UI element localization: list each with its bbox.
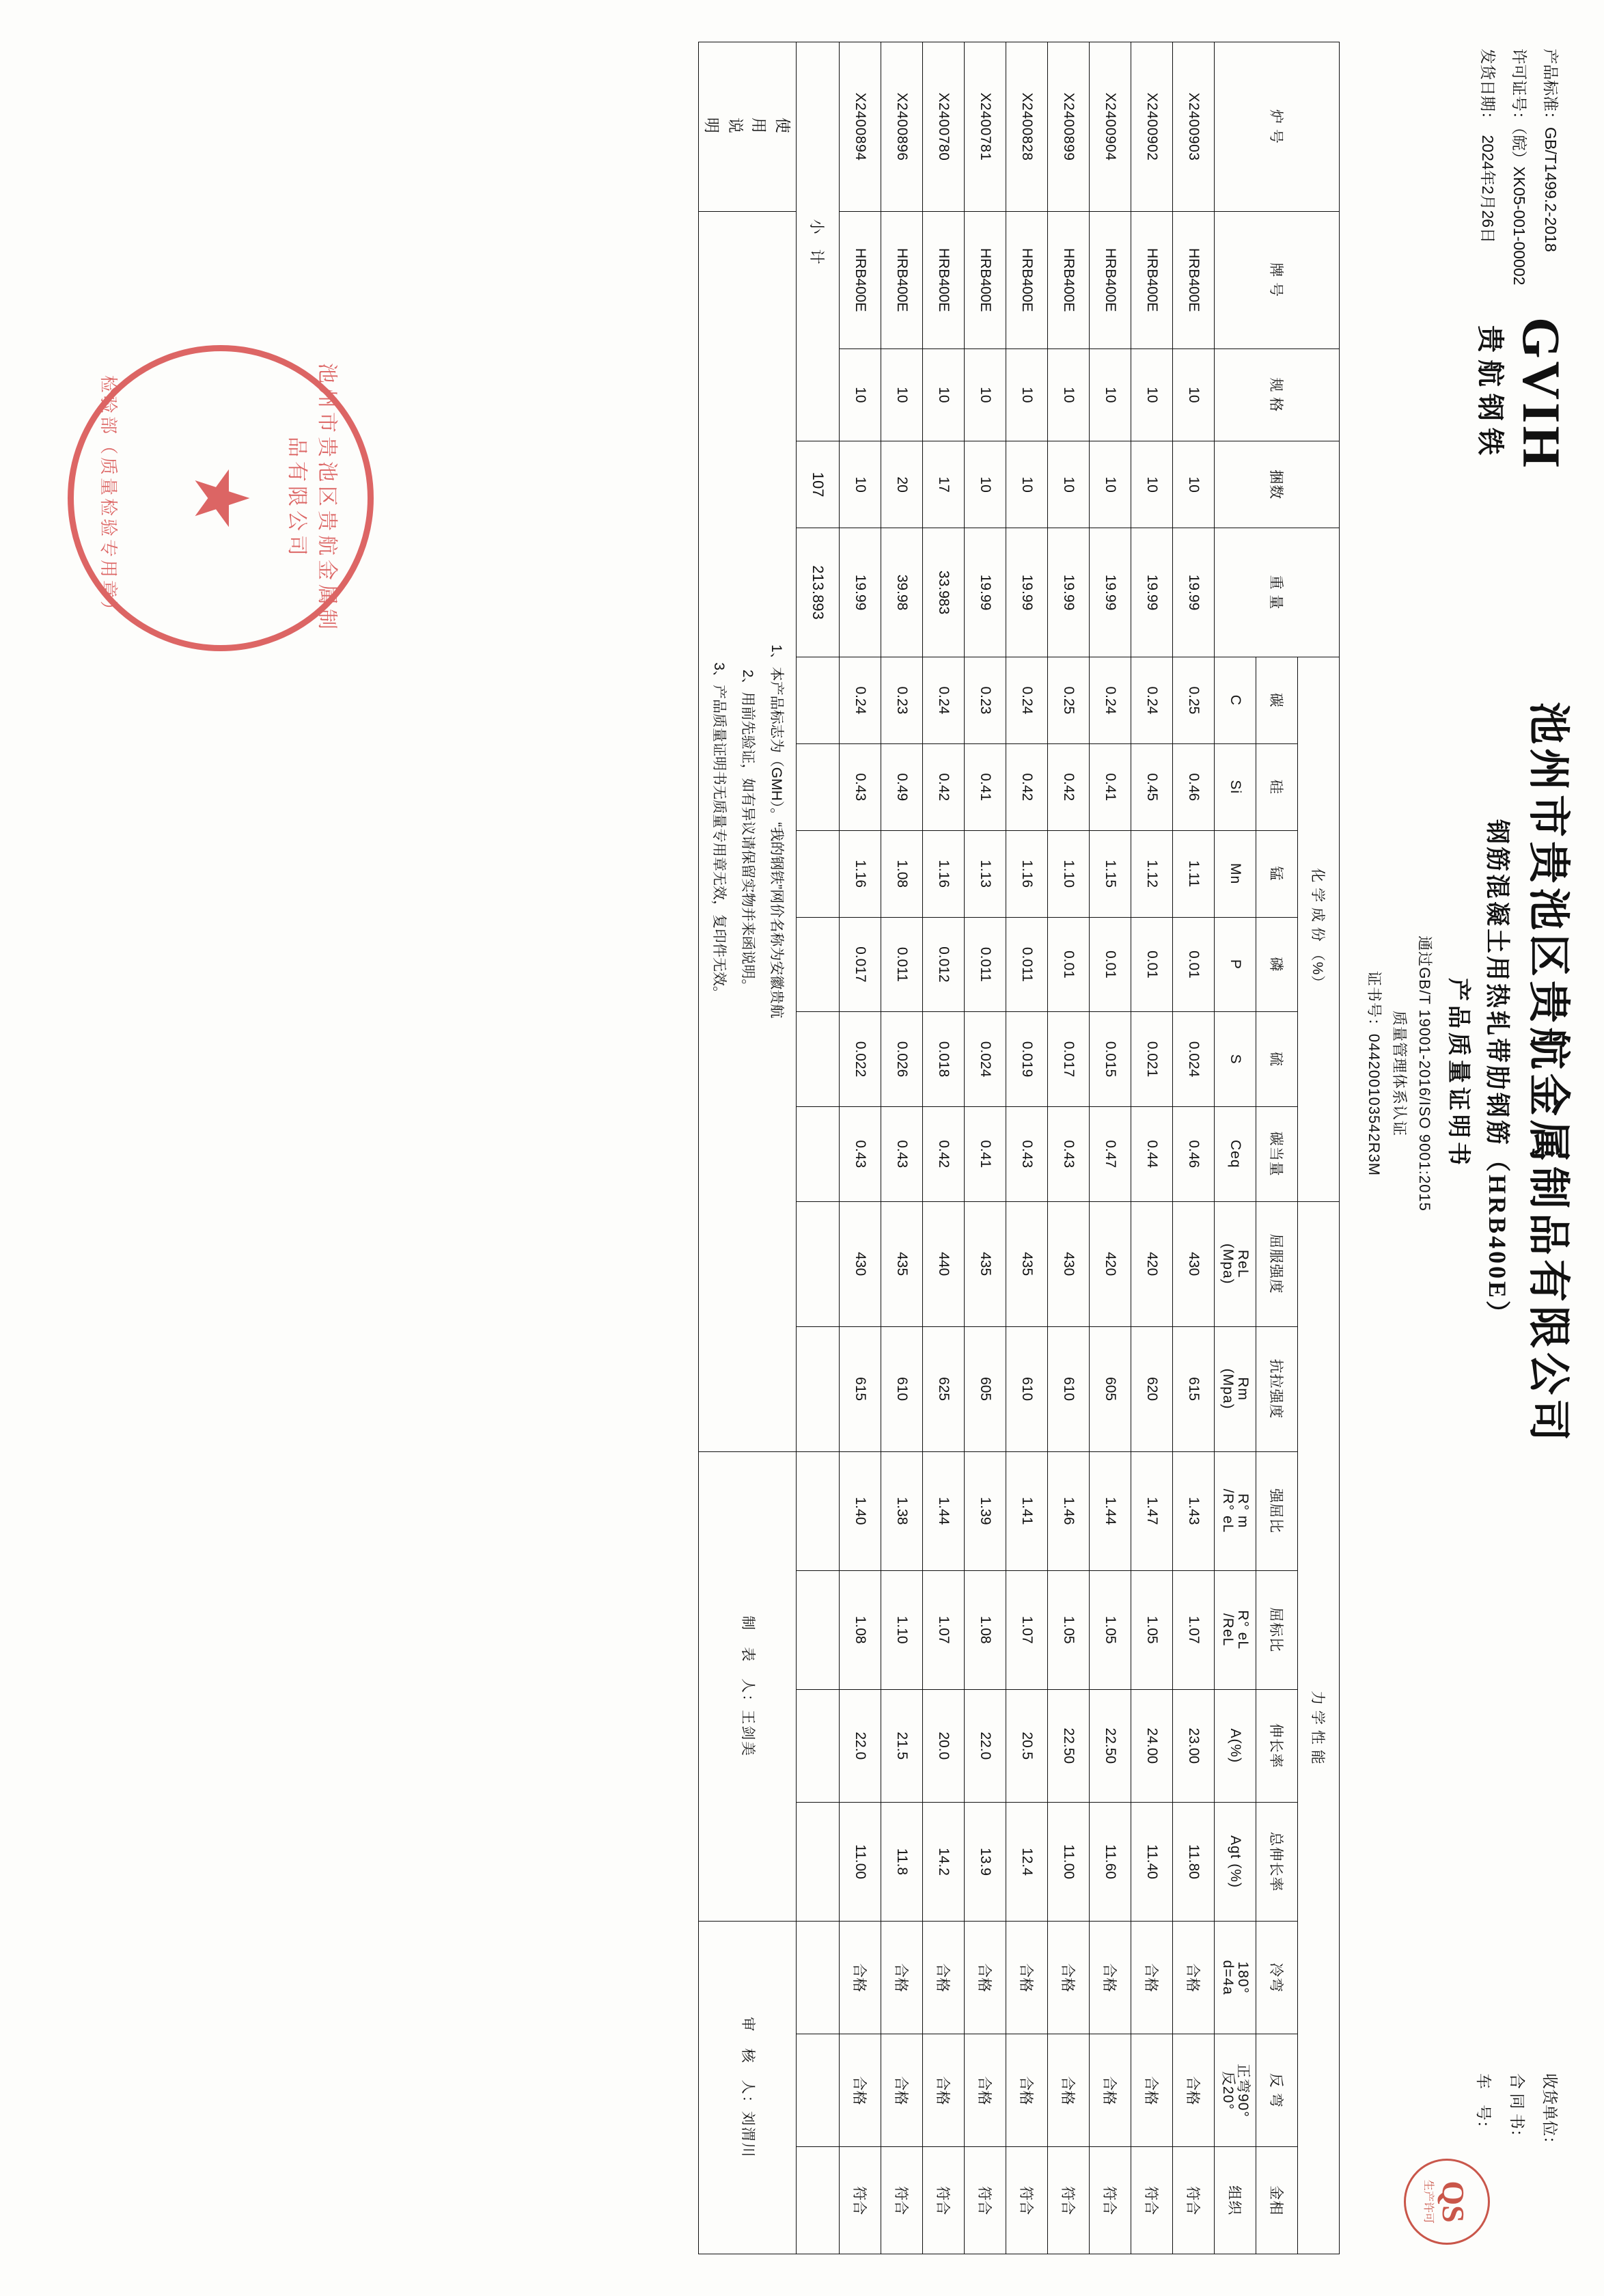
cell-ceq: 0.43 (1006, 1106, 1048, 1201)
product-subtitle: 钢筋混凝土用热轧带肋钢筋（HRB400E） (1483, 819, 1511, 1328)
cell-elong: 24.00 (1131, 1689, 1173, 1802)
cell-count: 10 (1048, 441, 1090, 528)
logo-mark-text: GVIH (1512, 316, 1571, 471)
cell-agt: 11.8 (881, 1802, 923, 1921)
cell-rel: 430 (840, 1201, 881, 1326)
cell-rel: 435 (1006, 1201, 1048, 1326)
cell-ceq: 0.43 (1048, 1106, 1090, 1201)
cell-rebend: 合格 (923, 2034, 965, 2147)
inspection-table (698, 42, 1340, 2254)
contract-field: 合 同 书： (1508, 2073, 1526, 2145)
production-permit-badge (1404, 2159, 1490, 2245)
cell-ratio1: 1.43 (1173, 1451, 1215, 1570)
cell-s: 0.017 (1048, 1012, 1090, 1107)
cell-rel: 420 (1090, 1201, 1131, 1326)
col-group-chemistry: 化 学 成 份 （%） (1298, 657, 1340, 1201)
cell-bend: 合格 (840, 1922, 881, 2034)
col-p-sym: P (1215, 917, 1256, 1012)
summary-blank-rm (797, 1326, 840, 1451)
cell-ratio1: 1.40 (840, 1451, 881, 1570)
cell-micro: 符合 (965, 2147, 1006, 2254)
cell-weight: 19.99 (1048, 528, 1090, 657)
col-spec: 规 格 (1215, 348, 1340, 441)
col-rm-cn: 抗拉强度 (1256, 1326, 1298, 1451)
col-elong-sym: A(%) (1215, 1689, 1256, 1802)
cell-heat: X2400781 (965, 42, 1006, 212)
col-s-cn: 硫 (1256, 1012, 1298, 1107)
table-row (840, 42, 881, 2254)
cell-ratio2: 1.08 (840, 1570, 881, 1689)
cell-elong: 22.0 (965, 1689, 1006, 1802)
col-rel-cn: 屈服强度 (1256, 1201, 1298, 1326)
col-agt-cn: 总伸长率 (1256, 1802, 1298, 1921)
permit-label: 生产许可 (1422, 2179, 1434, 2224)
col-grade: 牌 号 (1215, 211, 1340, 348)
cell-heat: X2400899 (1048, 42, 1090, 212)
cell-weight: 19.99 (965, 528, 1006, 657)
table-row (1131, 42, 1173, 2254)
cell-rm: 615 (840, 1326, 881, 1451)
cell-agt: 11.40 (1131, 1802, 1173, 1921)
cell-count: 17 (923, 441, 965, 528)
cell-mn: 1.13 (965, 830, 1006, 917)
summary-blank-ratio2 (797, 1570, 840, 1689)
cell-bend: 合格 (1131, 1922, 1173, 2034)
cell-agt: 13.9 (965, 1802, 1006, 1921)
cell-elong: 21.5 (881, 1689, 923, 1802)
cell-rebend: 合格 (1006, 2034, 1048, 2147)
cell-bend: 合格 (1090, 1922, 1131, 2034)
cell-p: 0.01 (1131, 917, 1173, 1012)
cell-grade: HRB400E (923, 211, 965, 348)
cell-c: 0.25 (1173, 657, 1215, 743)
cell-heat: X2400903 (1173, 42, 1215, 212)
cell-weight: 19.99 (1173, 528, 1215, 657)
cell-micro: 符合 (1090, 2147, 1131, 2254)
table-body (699, 42, 1215, 2254)
col-rebend-cn: 反 弯 (1256, 2034, 1298, 2147)
cell-bend: 合格 (923, 1922, 965, 2034)
table-row (923, 42, 965, 2254)
cell-ratio2: 1.05 (1090, 1570, 1131, 1689)
cell-spec: 10 (881, 348, 923, 441)
cell-rm: 610 (1048, 1326, 1090, 1451)
cell-count: 10 (1006, 441, 1048, 528)
table-row (1048, 42, 1090, 2254)
summary-blank-bend (797, 1922, 840, 2034)
cell-p: 0.017 (840, 917, 881, 1012)
cell-s: 0.022 (840, 1012, 881, 1107)
cell-weight: 19.99 (1006, 528, 1048, 657)
col-p-cn: 磷 (1256, 917, 1298, 1012)
table-row (1006, 42, 1048, 2254)
document-header (1340, 42, 1572, 2254)
cell-elong: 20.0 (923, 1689, 965, 1802)
col-ratio2-sym: R° eL /ReL (1215, 1570, 1256, 1689)
cell-weight: 19.99 (1090, 528, 1131, 657)
cell-micro: 符合 (1131, 2147, 1173, 2254)
cell-bend: 合格 (1173, 1922, 1215, 2034)
cell-micro: 符合 (840, 2147, 881, 2254)
ship-date: 发货日期： 2024年2月26日 (1479, 49, 1497, 244)
col-ceq-sym: Ceq (1215, 1106, 1256, 1201)
cell-rel: 435 (965, 1201, 1006, 1326)
col-mn-sym: Mn (1215, 830, 1256, 917)
cell-bend: 合格 (1006, 1922, 1048, 2034)
col-c-sym: C (1215, 657, 1256, 743)
table-row (1090, 42, 1131, 2254)
cell-bend: 合格 (965, 1922, 1006, 2034)
table-row (881, 42, 923, 2254)
cell-si: 0.45 (1131, 743, 1173, 830)
cell-c: 0.24 (1131, 657, 1173, 743)
product-standard: 产品标准：GB/T1499.2-2018 (1542, 49, 1560, 252)
cell-p: 0.011 (881, 917, 923, 1012)
cell-heat: X2400828 (1006, 42, 1048, 212)
cell-heat: X2400894 (840, 42, 881, 212)
cell-c: 0.24 (840, 657, 881, 743)
cell-spec: 10 (965, 348, 1006, 441)
col-rel-sym: ReL (Mpa) (1215, 1201, 1256, 1326)
cell-ceq: 0.42 (923, 1106, 965, 1201)
cell-mn: 1.15 (1090, 830, 1131, 917)
cell-ceq: 0.43 (881, 1106, 923, 1201)
cell-rel: 430 (1048, 1201, 1090, 1326)
cell-ceq: 0.43 (840, 1106, 881, 1201)
summary-blank-elong (797, 1689, 840, 1802)
cell-rel: 440 (923, 1201, 965, 1326)
summary-blank-agt (797, 1802, 840, 1921)
col-micro-cn: 金相 (1256, 2147, 1298, 2254)
col-ratio1-sym: R° m /R° eL (1215, 1451, 1256, 1570)
cell-mn: 1.10 (1048, 830, 1090, 917)
cell-rel: 430 (1173, 1201, 1215, 1326)
seal-top-text: 池州市贵池区贵航金属制品有限公司 (286, 363, 338, 633)
col-count: 捆数 (1215, 441, 1340, 528)
cell-mn: 1.12 (1131, 830, 1173, 917)
cell-rebend: 合格 (1048, 2034, 1090, 2147)
cell-ratio2: 1.07 (1173, 1570, 1215, 1689)
table-header-row-1 (1298, 42, 1340, 2254)
maker-cell (699, 1451, 797, 1921)
cell-si: 0.41 (1090, 743, 1131, 830)
summary-blank-ceq (797, 1106, 840, 1201)
cell-agt: 14.2 (923, 1802, 965, 1921)
col-si-sym: Si (1215, 743, 1256, 830)
cell-c: 0.23 (965, 657, 1006, 743)
cell-mn: 1.16 (923, 830, 965, 917)
iso-line: 通过GB/T 19001-2016/ISO 9001:2015 (1415, 935, 1433, 1212)
cell-ratio1: 1.47 (1131, 1451, 1173, 1570)
cell-mn: 1.16 (840, 830, 881, 917)
cell-grade: HRB400E (1006, 211, 1048, 348)
cell-si: 0.42 (923, 743, 965, 830)
checker-name: 刘渭川 (740, 2111, 756, 2159)
cell-heat: X2400904 (1090, 42, 1131, 212)
cell-ratio2: 1.07 (1006, 1570, 1048, 1689)
notes-label: 使 用 说 明 (699, 42, 797, 212)
cell-si: 0.46 (1173, 743, 1215, 830)
cell-heat: X2400902 (1131, 42, 1173, 212)
cell-agt: 11.60 (1090, 1802, 1131, 1921)
cell-rel: 435 (881, 1201, 923, 1326)
col-heat-no: 炉 号 (1215, 42, 1340, 212)
summary-weight: 213.893 (797, 528, 840, 657)
cell-grade: HRB400E (840, 211, 881, 348)
cell-micro: 符合 (1173, 2147, 1215, 2254)
qms-line: 质量管理体系认证 (1390, 1010, 1408, 1136)
note-item-1: 1、本产品标志为（GMH）。“我的钢铁”网价名称为安徽贵航 (769, 644, 784, 1019)
cell-agt: 11.00 (1048, 1802, 1090, 1921)
cell-mn: 1.11 (1173, 830, 1215, 917)
cell-ratio1: 1.38 (881, 1451, 923, 1570)
vehicle-field: 车 号： (1475, 2073, 1493, 2136)
cell-c: 0.24 (923, 657, 965, 743)
cell-ceq: 0.44 (1131, 1106, 1173, 1201)
summary-blank-ratio1 (797, 1451, 840, 1570)
cell-weight: 19.99 (1131, 528, 1173, 657)
col-ceq-cn: 碳当量 (1256, 1106, 1298, 1201)
cell-grade: HRB400E (1090, 211, 1131, 348)
cell-rm: 605 (965, 1326, 1006, 1451)
cell-si: 0.42 (1048, 743, 1090, 830)
cell-ceq: 0.46 (1173, 1106, 1215, 1201)
cell-rebend: 合格 (1173, 2034, 1215, 2147)
summary-blank-si (797, 743, 840, 830)
maker-label: 制 表 人： (740, 1615, 756, 1710)
summary-blank-micro (797, 2147, 840, 2254)
cell-ratio2: 1.10 (881, 1570, 923, 1689)
qs-mark: QS (1436, 2181, 1471, 2223)
cert-number: 证书号：044200103542R3M (1365, 970, 1383, 1177)
cell-rm: 610 (881, 1326, 923, 1451)
cell-ratio1: 1.46 (1048, 1451, 1090, 1570)
cell-bend: 合格 (881, 1922, 923, 2034)
cell-ratio1: 1.44 (923, 1451, 965, 1570)
cell-spec: 10 (923, 348, 965, 441)
cell-elong: 23.00 (1173, 1689, 1215, 1802)
cell-heat: X2400780 (923, 42, 965, 212)
cell-ratio2: 1.08 (965, 1570, 1006, 1689)
cell-elong: 22.50 (1048, 1689, 1090, 1802)
maker-name: 王剑美 (740, 1710, 756, 1758)
cell-si: 0.43 (840, 743, 881, 830)
cell-heat: X2400896 (881, 42, 923, 212)
cell-ratio2: 1.07 (923, 1570, 965, 1689)
cell-count: 10 (1090, 441, 1131, 528)
cell-weight: 39.98 (881, 528, 923, 657)
cell-p: 0.01 (1090, 917, 1131, 1012)
cell-s: 0.024 (965, 1012, 1006, 1107)
cell-grade: HRB400E (965, 211, 1006, 348)
cell-si: 0.41 (965, 743, 1006, 830)
col-ratio2-cn: 屈标比 (1256, 1570, 1298, 1689)
cell-rm: 620 (1131, 1326, 1173, 1451)
col-weight: 重 量 (1215, 528, 1340, 657)
cell-rebend: 合格 (965, 2034, 1006, 2147)
col-c-cn: 碳 (1256, 657, 1298, 743)
cell-rebend: 合格 (840, 2034, 881, 2147)
cell-elong: 20.5 (1006, 1689, 1048, 1802)
cell-si: 0.42 (1006, 743, 1048, 830)
summary-blank-p (797, 917, 840, 1012)
col-ratio1-cn: 强屈比 (1256, 1451, 1298, 1570)
col-agt-sym: Agt (%) (1215, 1802, 1256, 1921)
cell-p: 0.012 (923, 917, 965, 1012)
col-si-cn: 硅 (1256, 743, 1298, 830)
cell-rel: 420 (1131, 1201, 1173, 1326)
cell-rm: 625 (923, 1326, 965, 1451)
note-item-3: 3、产品质量证明书无质量专用章无效，复印件无效。 (711, 662, 727, 1001)
cell-s: 0.019 (1006, 1012, 1048, 1107)
cell-s: 0.024 (1173, 1012, 1215, 1107)
cell-rm: 615 (1173, 1326, 1215, 1451)
cell-grade: HRB400E (1048, 211, 1090, 348)
cell-ratio1: 1.44 (1090, 1451, 1131, 1570)
cell-ratio1: 1.41 (1006, 1451, 1048, 1570)
checker-label: 审 核 人： (740, 2017, 756, 2112)
seal-bottom-text: 检验部（质量检验专用章） (98, 374, 118, 621)
cell-elong: 22.0 (840, 1689, 881, 1802)
summary-blank-s (797, 1012, 840, 1107)
cell-rebend: 合格 (881, 2034, 923, 2147)
cell-count: 10 (1131, 441, 1173, 528)
cell-count: 20 (881, 441, 923, 528)
table-row (965, 42, 1006, 2254)
cell-agt: 11.80 (1173, 1802, 1215, 1921)
cell-spec: 10 (1048, 348, 1090, 441)
logo-chinese-text: 贵航钢铁 (1475, 325, 1506, 462)
cell-s: 0.026 (881, 1012, 923, 1107)
cell-s: 0.015 (1090, 1012, 1131, 1107)
cell-weight: 19.99 (840, 528, 881, 657)
cell-micro: 符合 (1006, 2147, 1048, 2254)
license-no: 许可证号：（皖）XK05-001-00002 (1510, 49, 1528, 286)
checker-cell (699, 1922, 797, 2254)
cell-ratio2: 1.05 (1131, 1570, 1173, 1689)
cell-micro: 符合 (1048, 2147, 1090, 2254)
page-title: 产品质量证明书 (1445, 978, 1471, 1169)
rotated-document (20, 24, 1584, 2272)
cell-grade: HRB400E (1173, 211, 1215, 348)
summary-blank-rebend (797, 2034, 840, 2147)
cell-c: 0.24 (1006, 657, 1048, 743)
cell-mn: 1.16 (1006, 830, 1048, 917)
cell-spec: 10 (1173, 348, 1215, 441)
cell-spec: 10 (1006, 348, 1048, 441)
cell-spec: 10 (1090, 348, 1131, 441)
col-group-mechanical: 力 学 性 能 (1298, 1201, 1340, 2254)
table-row (1173, 42, 1215, 2254)
summary-row (797, 42, 840, 2254)
right-metadata (1467, 2073, 1566, 2152)
company-name: 池州市贵池区贵航金属制品有限公司 (1525, 701, 1571, 1445)
cell-s: 0.021 (1131, 1012, 1173, 1107)
summary-label: 小 计 (797, 42, 840, 441)
summary-blank-mn (797, 830, 840, 917)
col-rm-sym: Rm (Mpa) (1215, 1326, 1256, 1451)
cell-p: 0.011 (1006, 917, 1048, 1012)
note-item-2: 2、用前先验证，如有异议请保留实物并来函说明。 (740, 669, 756, 994)
cell-grade: HRB400E (881, 211, 923, 348)
cell-agt: 12.4 (1006, 1802, 1048, 1921)
col-rebend-sym: 正弯90° 反20° (1215, 2034, 1256, 2147)
cell-p: 0.01 (1048, 917, 1090, 1012)
cell-count: 10 (1173, 441, 1215, 528)
cell-count: 10 (840, 441, 881, 528)
cell-ratio2: 1.05 (1048, 1570, 1090, 1689)
cell-rebend: 合格 (1131, 2034, 1173, 2147)
cell-agt: 11.00 (840, 1802, 881, 1921)
consignee-field: 收货单位： (1541, 2073, 1559, 2152)
cell-grade: HRB400E (1131, 211, 1173, 348)
notes-content (699, 211, 797, 1451)
col-micro-sym: 组织 (1215, 2147, 1256, 2254)
seal-star-icon: ★ (179, 464, 263, 532)
summary-count: 107 (797, 441, 840, 528)
certificate-sheet (20, 24, 1584, 2272)
cell-c: 0.25 (1048, 657, 1090, 743)
cell-ratio1: 1.39 (965, 1451, 1006, 1570)
company-logo (1473, 247, 1571, 541)
cell-c: 0.23 (881, 657, 923, 743)
col-elong-cn: 伸长率 (1256, 1689, 1298, 1802)
cell-s: 0.018 (923, 1012, 965, 1107)
summary-blank-c (797, 657, 840, 743)
col-bend-sym: 180° d=4a (1215, 1922, 1256, 2034)
cell-rm: 610 (1006, 1326, 1048, 1451)
cell-rebend: 合格 (1090, 2034, 1131, 2147)
cell-spec: 10 (840, 348, 881, 441)
cell-si: 0.49 (881, 743, 923, 830)
cell-elong: 22.50 (1090, 1689, 1131, 1802)
col-s-sym: S (1215, 1012, 1256, 1107)
cell-ceq: 0.47 (1090, 1106, 1131, 1201)
cell-ceq: 0.41 (965, 1106, 1006, 1201)
cell-rm: 605 (1090, 1326, 1131, 1451)
cell-micro: 符合 (923, 2147, 965, 2254)
notes-row (699, 42, 797, 2254)
company-seal (68, 345, 374, 651)
cell-p: 0.01 (1173, 917, 1215, 1012)
cell-bend: 合格 (1048, 1922, 1090, 2034)
col-bend-cn: 冷弯 (1256, 1922, 1298, 2034)
cell-micro: 符合 (881, 2147, 923, 2254)
summary-blank-rel (797, 1201, 840, 1326)
cell-weight: 33.983 (923, 528, 965, 657)
cell-c: 0.24 (1090, 657, 1131, 743)
cell-count: 10 (965, 441, 1006, 528)
col-mn-cn: 锰 (1256, 830, 1298, 917)
cell-p: 0.011 (965, 917, 1006, 1012)
cell-mn: 1.08 (881, 830, 923, 917)
cell-spec: 10 (1131, 348, 1173, 441)
title-block (1364, 561, 1572, 1586)
